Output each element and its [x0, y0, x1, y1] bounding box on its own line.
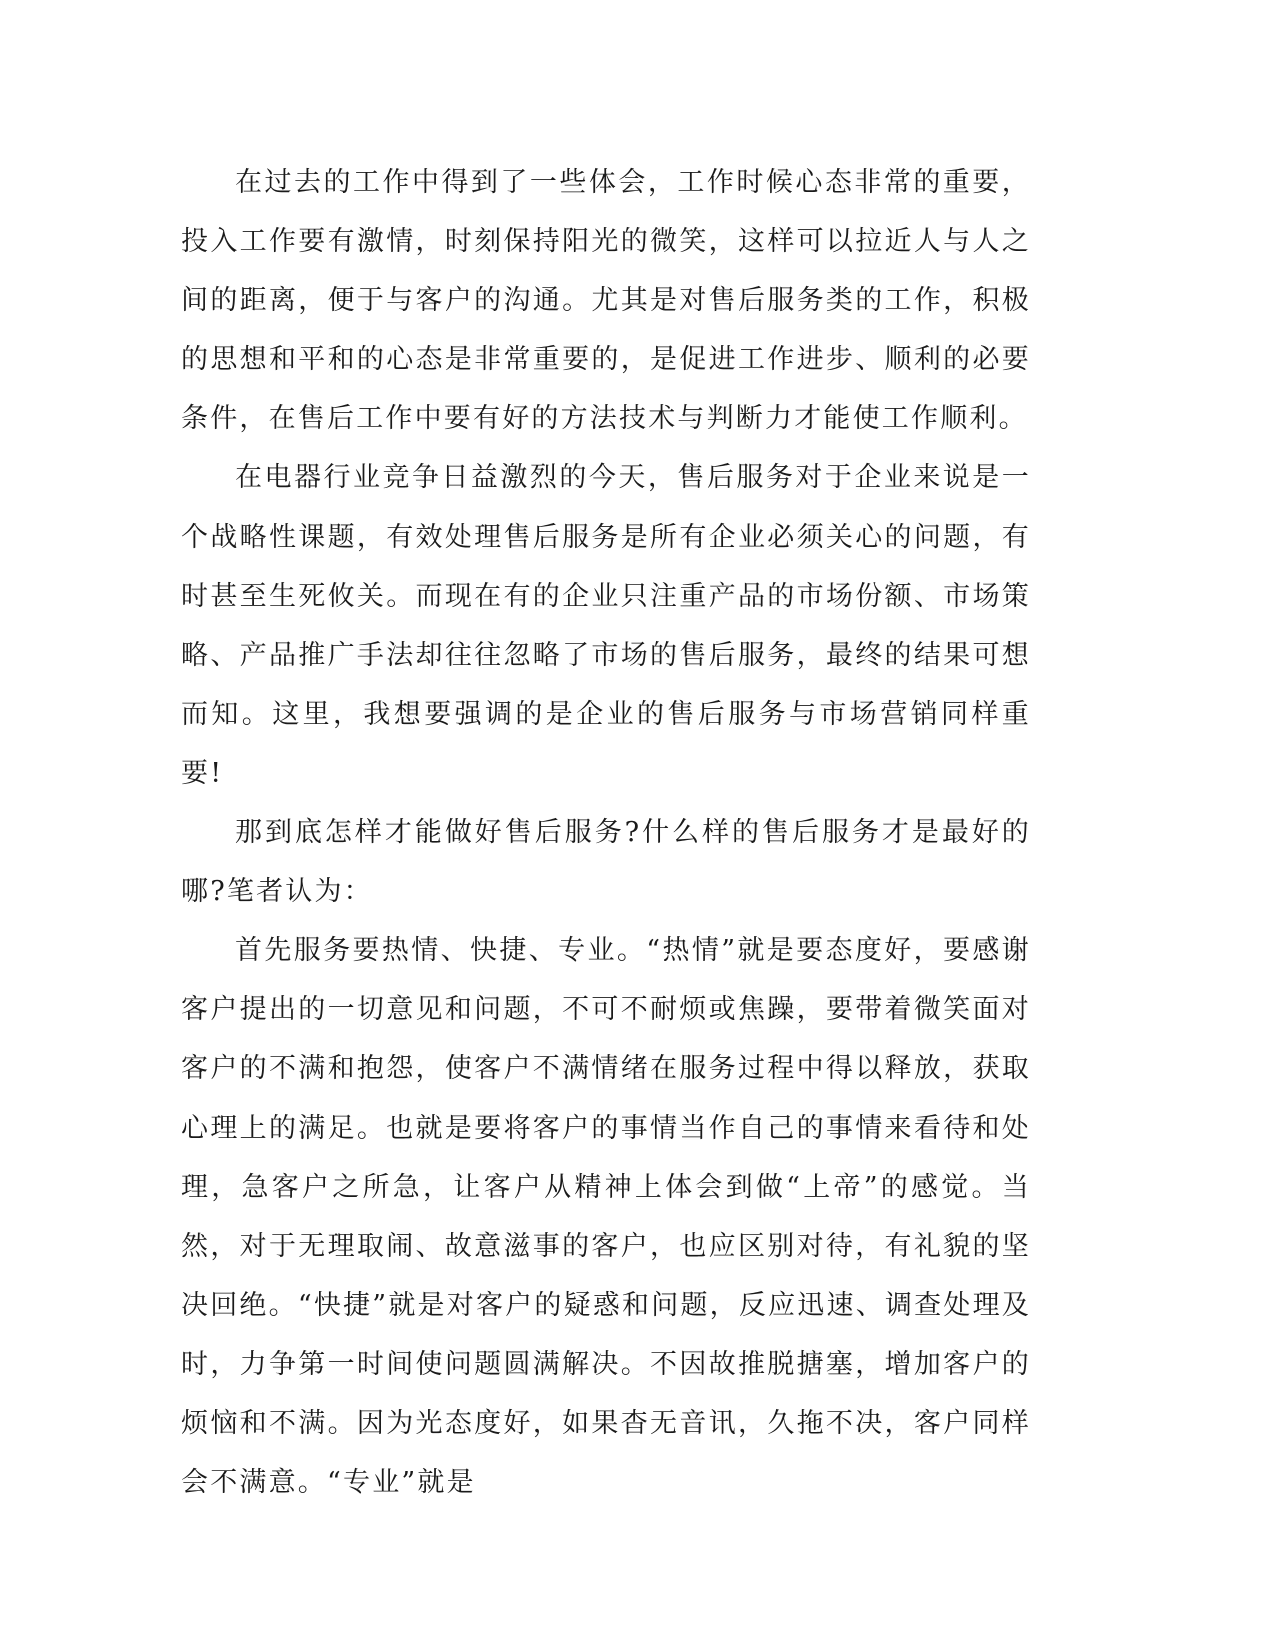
paragraph: 首先服务要热情、快捷、专业。“热情”就是要态度好，要感谢客户提出的一切意见和问题，不可不耐烦或焦躁，要带着微笑面对客户的不满和抱怨，使客户不满情绪在服务过程中得以释放，获取心理上的满足。也就是要将客户的事情当作自己的事情来看待和处理，急客户之所急，让客户从精神上体会到做“上帝”的感觉。当然，对于无理取闹、故意滋事的客户，也应区别对待，有礼貌的坚决回绝。“快捷”就是对客户的疑惑和问题，反应迅速、调查处理及时，力争第一时间使问题圆满解决。不因故推脱搪塞，增加客户的烦恼和不满。因为光态度好，如果杳无音讯，久拖不决，客户同样会不满意。“专业”就是	[181, 935, 1031, 1499]
paragraph: 在过去的工作中得到了一些体会，工作时候心态非常的重要，投入工作要有激情，时刻保持阳光的微笑，这样可以拉近人与人之间的距离，便于与客户的沟通。尤其是对售后服务类的工作，积极的思想和平和的心态是非常重要的，是促进工作进步、顺利的必要条件，在售后工作中要有好的方法技术与判断力才能使工作顺利。	[181, 167, 1031, 435]
body-text	[181, 153, 1031, 1512]
paragraph: 那到底怎样才能做好售后服务?什么样的售后服务才是最好的哪?笔者认为：	[181, 817, 1031, 908]
paragraph: 在电器行业竞争日益激烈的今天，售后服务对于企业来说是一个战略性课题，有效处理售后服务是所有企业必须关心的问题，有时甚至生死攸关。而现在有的企业只注重产品的市场份额、市场策略、产品推广手法却往往忽略了市场的售后服务，最终的结果可想而知。这里，我想要强调的是企业的售后服务与市场营销同样重要!	[181, 462, 1031, 789]
